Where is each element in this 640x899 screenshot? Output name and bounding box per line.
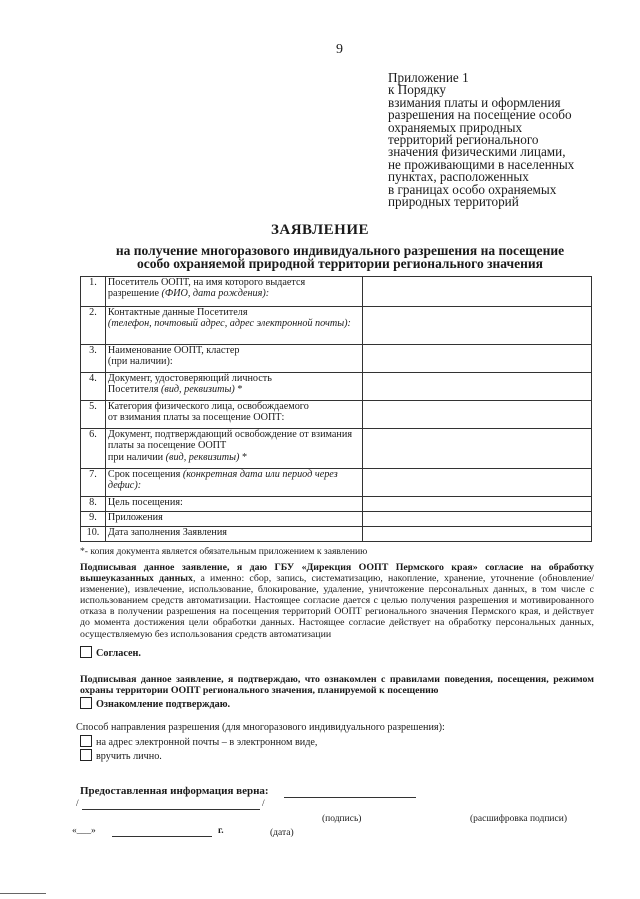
verified-label: Предоставленная информация верна:: [80, 785, 269, 797]
appendix-line: в границах особо охраняемых: [388, 181, 557, 197]
document-subtitle: [70, 244, 610, 270]
signature-line[interactable]: [82, 809, 260, 810]
date-day-prefix[interactable]: «___»: [72, 826, 96, 836]
email-delivery-checkbox[interactable]: [80, 735, 92, 747]
row-label: Приложения: [105, 512, 362, 527]
consent-checkbox-row: [80, 646, 141, 659]
rules-checkbox-label: Ознакомление подтверждаю.: [96, 699, 231, 710]
verified-signature-line[interactable]: [284, 797, 416, 798]
row-value-field[interactable]: [363, 512, 592, 527]
row-number: 2.: [81, 307, 106, 345]
rules-acknowledgement-paragraph: [80, 674, 594, 696]
consent-bold-text: Подписывая данное заявление, я даю ГБУ «Дирекция ООПТ Пермского края» согласие на обработку вышеуказанных данных: [80, 562, 594, 585]
row-number: 8.: [81, 497, 106, 512]
row-label: Посетитель ООПТ, на имя которого выдается разрешение (ФИО, дата рождения):: [105, 277, 362, 307]
table-row: [81, 277, 592, 307]
appendix-line: разрешения на посещение особо: [388, 107, 572, 123]
page-bottom-rule: [0, 893, 46, 894]
in-person-delivery-checkbox[interactable]: [80, 749, 92, 761]
consent-processing-paragraph: [80, 562, 594, 640]
delivery-method-heading: Способ направления разрешения (для многоразового индивидуального разрешения):: [76, 722, 445, 733]
signature-caption: (подпись): [322, 814, 362, 824]
row-value-field[interactable]: [363, 527, 592, 542]
table-row: [81, 401, 592, 429]
row-label: Контактные данные Посетителя (телефон, почтовый адрес, адрес электронной почты):: [105, 307, 362, 345]
row-number: 5.: [81, 401, 106, 429]
footnote: *- копия документа является обязательным приложением к заявлению: [80, 546, 368, 557]
delivery-option-in-person: вручить лично.: [80, 749, 445, 764]
delivery-method-section: [76, 722, 445, 764]
table-row: [81, 429, 592, 469]
row-value-field[interactable]: [363, 429, 592, 469]
date-caption: (дата): [270, 828, 294, 838]
row-number: 10.: [81, 527, 106, 542]
row-value-field[interactable]: [363, 307, 592, 345]
document-title: ЗАЯВЛЕНИЕ: [270, 222, 370, 238]
subtitle-line: особо охраняемой природной территории регионального значения: [137, 256, 543, 271]
table-row: [81, 307, 592, 345]
appendix-line: территорий регионального: [388, 132, 539, 148]
row-label: Срок посещения (конкретная дата или период через дефис):: [105, 469, 362, 497]
row-value-field[interactable]: [363, 497, 592, 512]
table-row: [81, 497, 592, 512]
row-label: Категория физического лица, освобождаемого от взимания платы за посещение ООПТ:: [105, 401, 362, 429]
appendix-header: [388, 72, 618, 208]
subtitle-line: на получение многоразового индивидуального разрешения на посещение: [115, 243, 565, 258]
consent-checkbox-label: Согласен.: [96, 648, 141, 659]
row-label: Дата заполнения Заявления: [105, 527, 362, 542]
appendix-line: взимания платы и оформления: [388, 94, 561, 110]
table-row: [81, 469, 592, 497]
appendix-line: к Порядку: [388, 82, 447, 98]
row-number: 1.: [81, 277, 106, 307]
slash-right: /: [262, 799, 265, 809]
row-label: Цель посещения:: [105, 497, 362, 512]
rules-bold-text: Подписывая данное заявление, я подтверждаю, что ознакомлен с правилами поведения, посещения, режимом охраны территории ООПТ регионального значения, планируемой к посещению: [80, 674, 594, 697]
year-suffix: г.: [218, 826, 224, 836]
decipher-caption: (расшифровка подписи): [470, 814, 567, 824]
row-value-field[interactable]: [363, 345, 592, 373]
row-value-field[interactable]: [363, 469, 592, 497]
row-number: 6.: [81, 429, 106, 469]
row-number: 4.: [81, 373, 106, 401]
row-number: 9.: [81, 512, 106, 527]
table-row: [81, 527, 592, 542]
appendix-line: пунктах, расположенных: [388, 169, 529, 185]
row-label: Наименование ООПТ, кластер (при наличии):: [105, 345, 362, 373]
consent-checkbox[interactable]: [80, 646, 92, 658]
row-number: 7.: [81, 469, 106, 497]
table-row: [81, 345, 592, 373]
row-label: Документ, удостоверяющий личность Посетителя (вид, реквизиты) *: [105, 373, 362, 401]
table-row: [81, 373, 592, 401]
row-value-field[interactable]: [363, 401, 592, 429]
appendix-line: природных территорий: [388, 194, 519, 210]
appendix-line: охраняемых природных: [388, 119, 523, 135]
date-line[interactable]: [112, 836, 212, 837]
row-value-field[interactable]: [363, 373, 592, 401]
row-number: 3.: [81, 345, 106, 373]
appendix-line: значения физическими лицами,: [388, 144, 566, 160]
consent-body-text: , а именно: сбор, запись, систематизацию, накопление, хранение, уточнение (обновление/изменение), извлечение, использование, блокирование, удаление, уничтожение персональных данных, в том числе с использованием средств автоматизации. Настоящее согласие дается с целью получения разрешения и мотивированного отказа в получении разрешения на посещения территорий ООПТ регионального значения Пермского края, и действует до момента достижения цели обработки данных. Настоящее согласие действует на обработку персональных данных, осуществляемую без использования средств автоматизации: [80, 573, 594, 640]
row-value-field[interactable]: [363, 277, 592, 307]
page-number: 9: [336, 42, 343, 57]
appendix-line: не проживающими в населенных: [388, 156, 575, 172]
row-label: Документ, подтверждающий освобождение от взимания платы за посещение ООПТ при наличии (вид, реквизиты) *: [105, 429, 362, 469]
rules-checkbox-row: [80, 697, 230, 710]
appendix-line: Приложение 1: [388, 70, 469, 85]
delivery-option-email: на адрес электронной почты – в электронном виде,: [80, 735, 445, 750]
application-form-table: [80, 276, 592, 542]
rules-checkbox[interactable]: [80, 697, 92, 709]
slash-left: /: [76, 799, 79, 809]
table-row: [81, 512, 592, 527]
